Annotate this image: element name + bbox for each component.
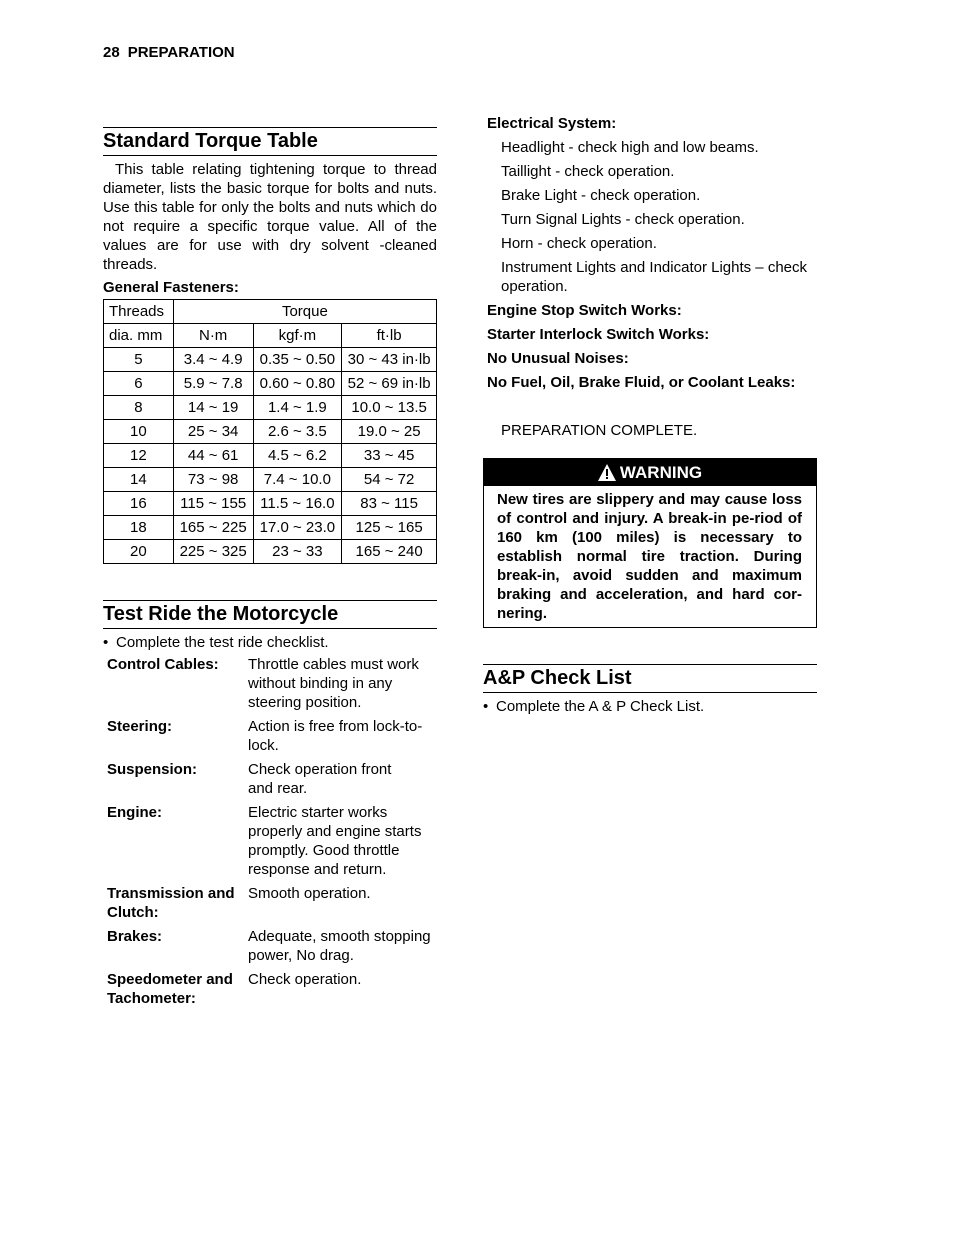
checklist-description: Electric starter works properly and engine starts promptly. Good throttle response and return. [248, 804, 422, 878]
torque-cell: 19.0 ~ 25 [342, 420, 437, 444]
torque-cell: 11.5 ~ 16.0 [253, 492, 342, 516]
torque-cell: 8 [104, 396, 174, 420]
torque-row [104, 396, 437, 420]
torque-row [104, 420, 437, 444]
checklist-description: Check operation front and rear. [248, 761, 392, 797]
torque-cell: 25 ~ 34 [173, 420, 253, 444]
warning-box [483, 458, 817, 628]
torque-cell: 0.35 ~ 0.50 [253, 348, 342, 372]
check-item: No Unusual Noises: [487, 350, 629, 367]
checklist-description: Action is free from lock-to-lock. [248, 718, 423, 754]
torque-row [104, 516, 437, 540]
checklist-item [103, 760, 437, 798]
unit-header: N·m [173, 324, 253, 348]
checklist-item [103, 803, 437, 879]
torque-cell: 10 [104, 420, 174, 444]
electrical-list [483, 138, 817, 296]
unit-header: kgf·m [253, 324, 342, 348]
bullet-icon: • [103, 634, 109, 651]
torque-row [104, 348, 437, 372]
torque-cell: 54 ~ 72 [342, 468, 437, 492]
preparation-complete: PREPARATION COMPLETE. [501, 422, 698, 439]
torque-cell: 6 [104, 372, 174, 396]
test-ride-bullet [103, 633, 437, 652]
general-fasteners-heading: General Fasteners: [103, 279, 239, 296]
torque-cell: 16 [104, 492, 174, 516]
dia-header: dia. mm [104, 324, 174, 348]
torque-cell: 165 ~ 240 [342, 540, 437, 564]
torque-cell: 44 ~ 61 [173, 444, 253, 468]
torque-cell: 225 ~ 325 [173, 540, 253, 564]
torque-cell: 5.9 ~ 7.8 [173, 372, 253, 396]
torque-cell: 20 [104, 540, 174, 564]
checklist-label: Engine: [107, 804, 162, 821]
torque-row [104, 492, 437, 516]
torque-cell: 52 ~ 69 in·lb [342, 372, 437, 396]
torque-cell: 23 ~ 33 [253, 540, 342, 564]
checklist-item [103, 927, 437, 965]
torque-cell: 18 [104, 516, 174, 540]
check-item: Engine Stop Switch Works: [487, 302, 682, 319]
torque-table-body [104, 348, 437, 564]
torque-cell: 5 [104, 348, 174, 372]
checklist-label: Brakes: [107, 928, 163, 945]
torque-row [104, 540, 437, 564]
electrical-item: Instrument Lights and Indicator Lights – check operation. [501, 259, 808, 295]
torque-cell: 115 ~ 155 [173, 492, 253, 516]
test-ride-title: Test Ride the Motorcycle [103, 600, 437, 629]
page-header [103, 44, 235, 61]
torque-cell: 73 ~ 98 [173, 468, 253, 492]
ap-check-bullet-text: Complete the A & P Check List. [496, 698, 705, 715]
ap-check-bullet [483, 697, 817, 716]
torque-section-title: Standard Torque Table [103, 127, 437, 156]
torque-cell: 33 ~ 45 [342, 444, 437, 468]
checklist-label: Speedometer and Tachometer: [107, 971, 233, 1007]
checklist-description: Adequate, smooth stopping power, No drag. [248, 928, 431, 964]
torque-cell: 3.4 ~ 4.9 [173, 348, 253, 372]
warning-text: New tires are slippery and may cause loss of control and injury. A break-in pe-riod of 160 km (100 miles) is necessary to establish normal tire traction. During break-in, avoid sudden and maximum braking and acceleration, and hard cor-nering. [497, 491, 802, 622]
torque-cell: 2.6 ~ 3.5 [253, 420, 342, 444]
torque-table [103, 299, 437, 564]
torque-intro: This table relating tightening torque to thread diameter, lists the basic torque for bolts and nuts. Use this table for only the bolts and nuts which do not require a specific torque value. All of the values are for use with dry solvent -cleaned threads. [103, 161, 437, 273]
checklist-label: Transmission and Clutch: [107, 885, 235, 921]
torque-cell: 12 [104, 444, 174, 468]
threads-header: Threads [104, 300, 174, 324]
torque-cell: 0.60 ~ 0.80 [253, 372, 342, 396]
torque-header: Torque [173, 300, 436, 324]
checklist-label: Control Cables: [107, 656, 219, 673]
electrical-item: Horn - check operation. [501, 235, 657, 252]
checklist-description: Smooth operation. [248, 885, 371, 902]
left-column [103, 127, 437, 1013]
torque-cell: 10.0 ~ 13.5 [342, 396, 437, 420]
checklist-description: Check operation. [248, 971, 362, 988]
checklist-label: Suspension: [107, 761, 198, 778]
check-item: No Fuel, Oil, Brake Fluid, or Coolant Leaks: [487, 374, 796, 391]
checklist-item [103, 717, 437, 755]
warning-header [484, 459, 816, 486]
torque-cell: 7.4 ~ 10.0 [253, 468, 342, 492]
right-column [483, 114, 817, 716]
electrical-system-heading: Electrical System: [487, 115, 617, 132]
checklist-description: Throttle cables must work without binding in any steering position. [248, 656, 419, 711]
torque-row [104, 372, 437, 396]
torque-row [104, 468, 437, 492]
check-item: Starter Interlock Switch Works: [487, 326, 710, 343]
torque-cell: 165 ~ 225 [173, 516, 253, 540]
torque-cell: 83 ~ 115 [342, 492, 437, 516]
page-number: 28 [103, 44, 120, 61]
electrical-item: Headlight - check high and low beams. [501, 139, 759, 156]
torque-row [104, 444, 437, 468]
checklist-item [103, 655, 437, 712]
checklist-item [103, 970, 437, 1008]
warning-label: WARNING [619, 463, 703, 482]
torque-cell: 4.5 ~ 6.2 [253, 444, 342, 468]
bullet-icon: • [483, 698, 489, 715]
checklist-label: Steering: [107, 718, 173, 735]
electrical-item: Turn Signal Lights - check operation. [501, 211, 745, 228]
torque-cell: 14 [104, 468, 174, 492]
torque-cell: 14 ~ 19 [173, 396, 253, 420]
bold-check-list [483, 301, 817, 392]
electrical-item: Taillight - check operation. [501, 163, 675, 180]
torque-cell: 125 ~ 165 [342, 516, 437, 540]
test-ride-checklist [103, 655, 437, 1008]
torque-cell: 30 ~ 43 in·lb [342, 348, 437, 372]
unit-header: ft·lb [342, 324, 437, 348]
checklist-item [103, 884, 437, 922]
section-name: PREPARATION [127, 44, 235, 61]
torque-cell: 1.4 ~ 1.9 [253, 396, 342, 420]
electrical-item: Brake Light - check operation. [501, 187, 701, 204]
test-ride-bullet-text: Complete the test ride checklist. [116, 634, 329, 651]
torque-cell: 17.0 ~ 23.0 [253, 516, 342, 540]
ap-check-title: A&P Check List [483, 664, 817, 693]
warning-triangle-icon [598, 464, 616, 481]
